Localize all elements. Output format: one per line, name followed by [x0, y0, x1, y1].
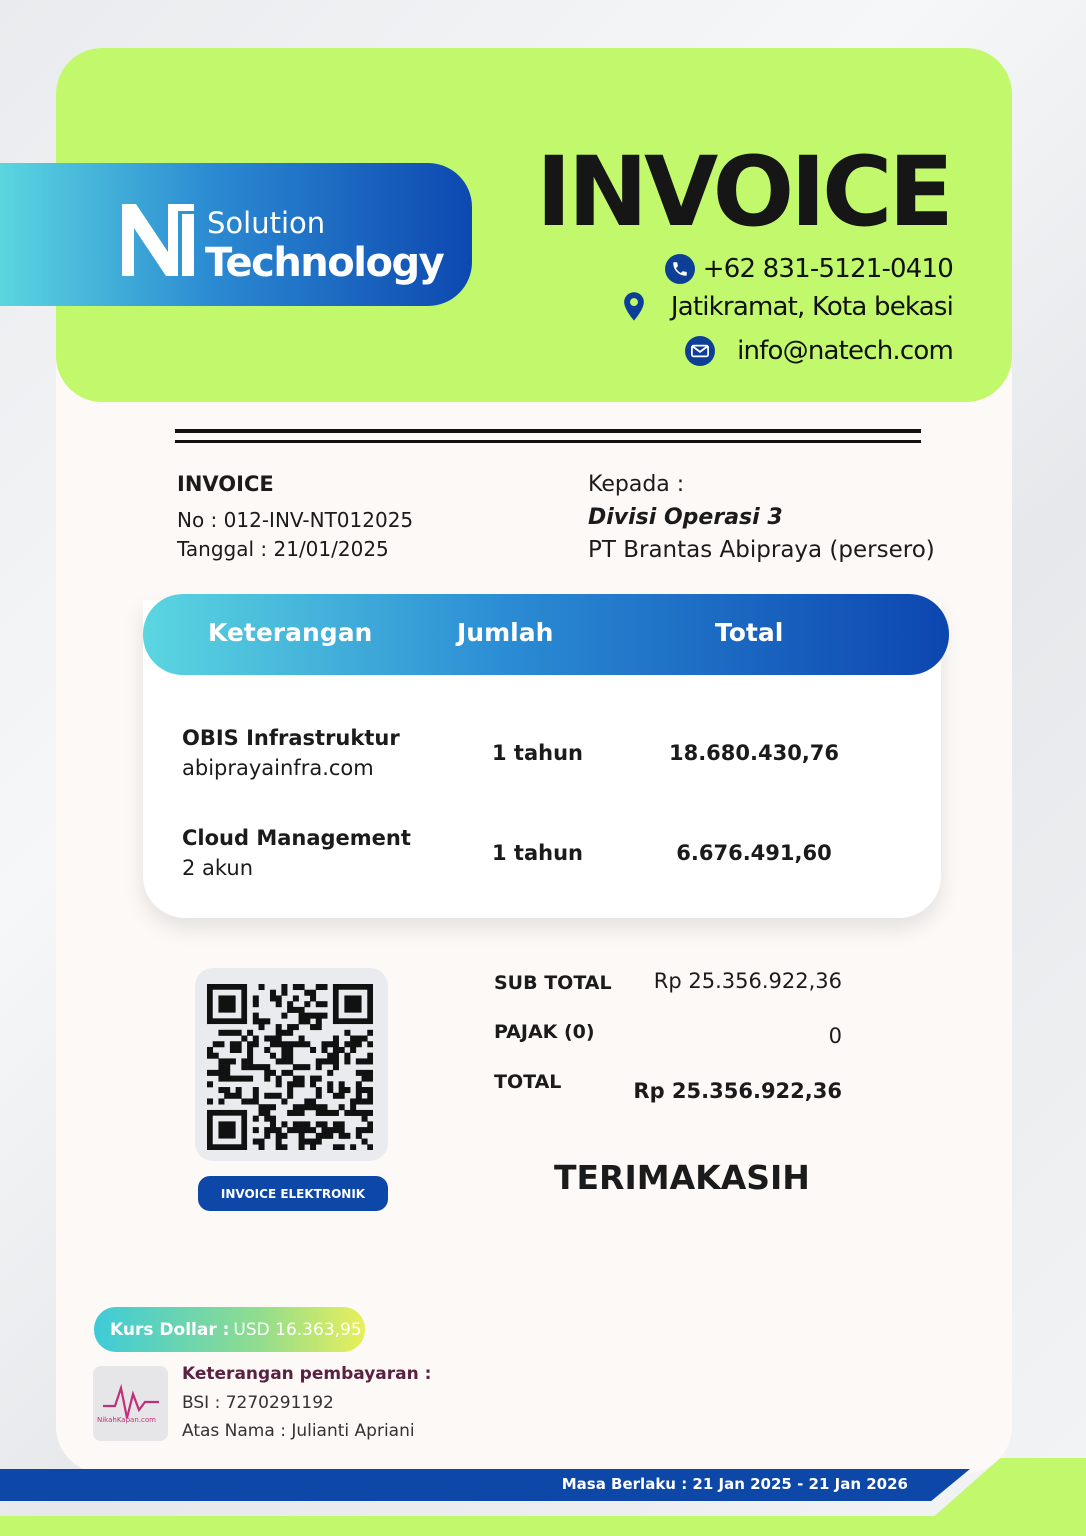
electronic-invoice-button[interactable]: INVOICE ELEKTRONIK: [198, 1176, 388, 1211]
exchange-rate-badge: [94, 1307, 365, 1352]
recipient-division: Divisi Operasi 3: [588, 505, 783, 530]
email-text: info@natech.com: [737, 336, 953, 366]
natech-logo-icon: [120, 200, 196, 280]
tax-value: 0: [828, 1024, 842, 1048]
qr-code-icon[interactable]: [207, 984, 373, 1150]
address-text: Jatikramat, Kota bekasi: [670, 292, 953, 322]
thanks-text: TERIMAKASIH: [554, 1158, 810, 1197]
heartbeat-logo-icon: [93, 1366, 168, 1441]
row2-sub: 2 akun: [182, 856, 254, 880]
contact-address[interactable]: [619, 291, 953, 323]
payment-bank: BSI : 7270291192: [182, 1393, 334, 1413]
contact-email[interactable]: [685, 336, 953, 366]
invoice-number: No : 012-INV-NT012025: [177, 508, 414, 532]
invoice-label: INVOICE: [177, 472, 274, 496]
contact-phone[interactable]: [665, 254, 953, 284]
divider-thin: [175, 440, 921, 443]
mail-icon: [685, 336, 715, 366]
payment-title: Keterangan pembayaran :: [182, 1364, 432, 1384]
payment-holder: Atas Nama : Julianti Apriani: [182, 1421, 415, 1441]
subtotal-value: Rp 25.356.922,36: [653, 969, 842, 993]
row2-qty: 1 tahun: [492, 841, 583, 865]
row1-name: OBIS Infrastruktur: [182, 726, 400, 750]
brand-line2: Technology: [205, 240, 444, 286]
payment-logo: [93, 1366, 168, 1441]
row2-name: Cloud Management: [182, 826, 411, 850]
recipient-label: Kepada :: [588, 472, 685, 497]
total-value: Rp 25.356.922,36: [633, 1079, 842, 1103]
header-total: Total: [715, 618, 784, 647]
validity-text: Masa Berlaku : 21 Jan 2025 - 21 Jan 2026: [561, 1475, 908, 1493]
row1-sub: abiprayainfra.com: [182, 756, 374, 780]
invoice-meta: [177, 472, 413, 564]
row2-total: 6.676.491,60: [676, 841, 832, 865]
header-keterangan: Keterangan: [208, 618, 373, 647]
total-label: TOTAL: [494, 1071, 562, 1093]
subtotal-label: SUB TOTAL: [494, 972, 612, 994]
kurs-label: Kurs Dollar :: [110, 1319, 230, 1340]
location-pin-icon: [619, 291, 649, 323]
invoice-title: INVOICE: [535, 136, 950, 248]
brand-line1: Solution: [207, 206, 326, 240]
header-jumlah: Jumlah: [457, 618, 554, 647]
row1-qty: 1 tahun: [492, 741, 583, 765]
row1-total: 18.680.430,76: [668, 741, 840, 765]
recipient-company: PT Brantas Abipraya (persero): [588, 537, 935, 563]
recipient-block: [588, 472, 935, 567]
phone-text: +62 831-5121-0410: [702, 254, 953, 284]
tax-label: PAJAK (0): [494, 1021, 595, 1043]
payment-logo-text: NikahKapan.com: [97, 1416, 156, 1424]
phone-icon: [665, 254, 695, 284]
footer-green-strip: [0, 1516, 1086, 1536]
kurs-value: USD 16.363,95: [233, 1319, 362, 1340]
divider-thick: [175, 429, 921, 433]
invoice-date: Tanggal : 21/01/2025: [177, 537, 389, 561]
